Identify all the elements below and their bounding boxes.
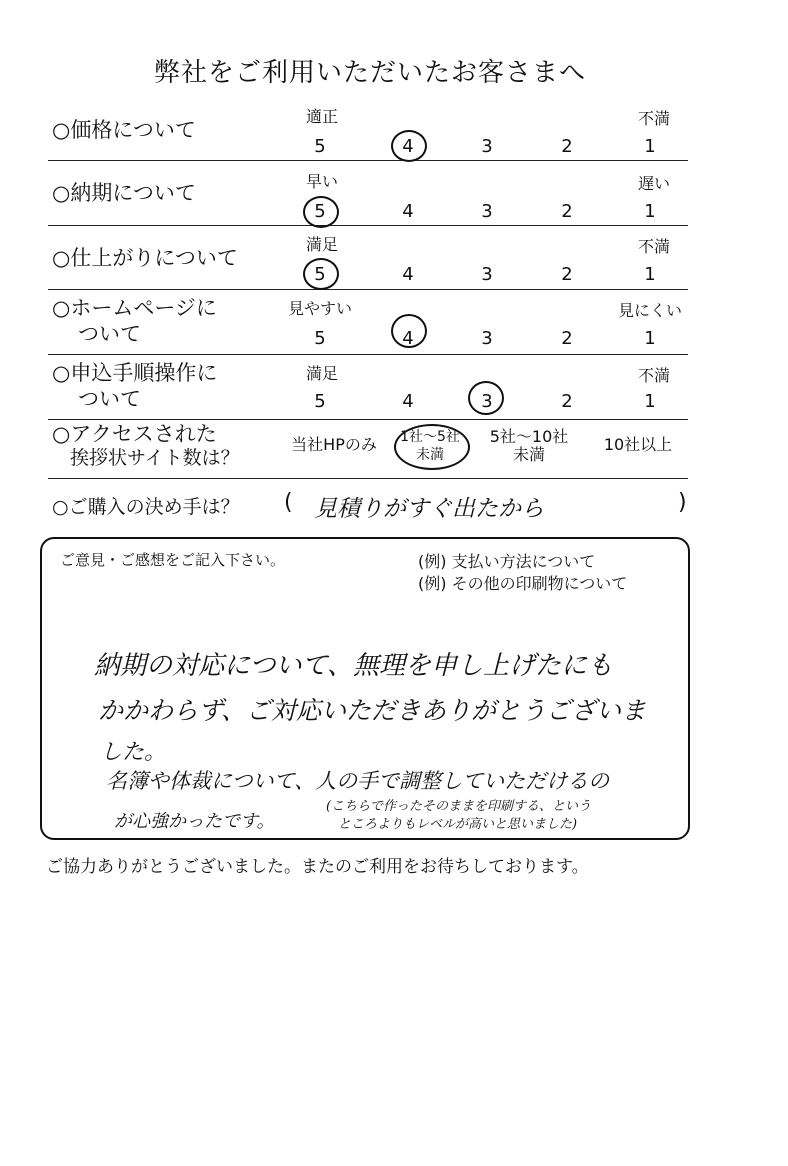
comment-line-4: 名簿や体裁について、人の手で調整していただけるの <box>106 769 610 793</box>
access-option-5-10[interactable] <box>484 428 574 464</box>
question-finish <box>48 226 688 290</box>
scale-left-label: 早い <box>306 172 339 191</box>
question-label-line2: ついて <box>78 322 141 346</box>
open-paren: ( <box>284 490 293 515</box>
decision-answer[interactable]: 見積りがすぐ出たから <box>314 496 544 522</box>
scale-option-5[interactable]: 5 <box>314 136 326 157</box>
scale-option-4[interactable]: 4 <box>402 328 414 349</box>
scale-option-3[interactable]: 3 <box>481 328 493 349</box>
comment-example-2: (例) その他の印刷物について <box>418 574 628 593</box>
scale-option-4[interactable]: 4 <box>402 136 414 157</box>
scale-option-1[interactable]: 1 <box>644 328 656 349</box>
scale-option-2[interactable]: 2 <box>561 201 573 222</box>
page-title: 弊社をご利用いただいたお客さまへ <box>153 58 586 88</box>
scale-option-3[interactable]: 3 <box>481 201 493 222</box>
scale-option-2[interactable]: 2 <box>561 328 573 349</box>
question-label-line2: 挨拶状サイト数は？ <box>70 447 240 469</box>
decision-row <box>48 488 698 524</box>
option-line2: 未満 <box>416 447 444 463</box>
scale-right-label: 不満 <box>638 237 671 256</box>
option-line2: 未満 <box>512 445 545 464</box>
scale-option-1[interactable]: 1 <box>644 264 656 285</box>
scale-left-label: 満足 <box>306 364 339 383</box>
selected-circle-mark <box>303 196 339 228</box>
question-label-line1: ○アクセスされた <box>52 422 217 446</box>
comment-prompt: ご意見・ご感想をご記入下さい。 <box>60 551 286 569</box>
question-label-line2: ついて <box>78 387 141 411</box>
option-line1: 当社HPのみ <box>291 435 377 454</box>
scale-right-label: 遅い <box>638 174 671 193</box>
selected-circle-mark <box>303 258 339 290</box>
scale-right-label: 見にくい <box>618 301 683 320</box>
question-label-line1: ○申込手順操作に <box>52 361 218 385</box>
scale-option-2[interactable]: 2 <box>561 391 573 412</box>
scale-option-2[interactable]: 2 <box>561 136 573 157</box>
comment-example-1: (例) 支払い方法について <box>418 552 596 571</box>
selected-circle-mark <box>468 381 504 415</box>
scale-left-label: 適正 <box>306 107 339 126</box>
option-line1: 10社以上 <box>603 435 673 454</box>
close-paren: ) <box>678 490 687 515</box>
scale-left-label: 見やすい <box>288 299 353 318</box>
scale-option-5[interactable]: 5 <box>314 201 326 222</box>
scale-option-3[interactable]: 3 <box>481 391 493 412</box>
scale-option-1[interactable]: 1 <box>644 201 656 222</box>
option-line1: 5社～10社 <box>489 427 569 446</box>
access-option-10-plus[interactable] <box>588 436 688 454</box>
question-homepage <box>48 290 688 355</box>
selected-circle-mark <box>391 130 427 162</box>
comment-line-5: が心強かったです。 <box>114 811 275 832</box>
comment-line-3: した。 <box>100 740 167 765</box>
scale-option-4[interactable]: 4 <box>402 201 414 222</box>
decision-label: ○ご購入の決め手は？ <box>52 496 240 518</box>
scale-option-5[interactable]: 5 <box>314 391 326 412</box>
question-price <box>48 98 688 161</box>
scale-option-1[interactable]: 1 <box>644 136 656 157</box>
selected-circle-mark <box>394 424 470 470</box>
scale-option-5[interactable]: 5 <box>314 264 326 285</box>
scale-left-label: 満足 <box>306 235 339 254</box>
scale-option-5[interactable]: 5 <box>314 328 326 349</box>
scale-right-label: 不満 <box>638 366 671 385</box>
question-label: ○価格について <box>52 118 196 142</box>
footer-thanks: ご協力ありがとうございました。またのご利用をお待ちしております。 <box>46 857 589 877</box>
question-label: ○仕上がりについて <box>52 246 238 270</box>
option-line1: 1社～5社 <box>400 429 460 445</box>
comment-line-1: 納期の対応について、無理を申し上げたにも <box>94 651 613 681</box>
scale-option-2[interactable]: 2 <box>561 264 573 285</box>
comment-box[interactable] <box>40 537 690 840</box>
comment-aside-1: (こちらで作ったそのままを印刷する、という <box>326 799 591 814</box>
comment-aside-2: ところよりもレベルが高いと思いました) <box>338 817 578 832</box>
access-option-hp-only[interactable] <box>278 436 390 454</box>
comment-line-2: かかわらず、ご対応いただきありがとうございま <box>98 696 647 725</box>
scale-option-4[interactable]: 4 <box>402 264 414 285</box>
question-access <box>48 420 688 479</box>
scale-option-3[interactable]: 3 <box>481 136 493 157</box>
scale-right-label: 不満 <box>638 109 671 128</box>
question-procedure <box>48 355 688 420</box>
scale-option-3[interactable]: 3 <box>481 264 493 285</box>
scale-option-1[interactable]: 1 <box>644 391 656 412</box>
question-label-line1: ○ホームページに <box>52 296 217 320</box>
question-delivery <box>48 161 688 226</box>
scale-option-4[interactable]: 4 <box>402 391 414 412</box>
selected-circle-mark <box>391 314 427 348</box>
question-label: ○納期について <box>52 181 196 205</box>
